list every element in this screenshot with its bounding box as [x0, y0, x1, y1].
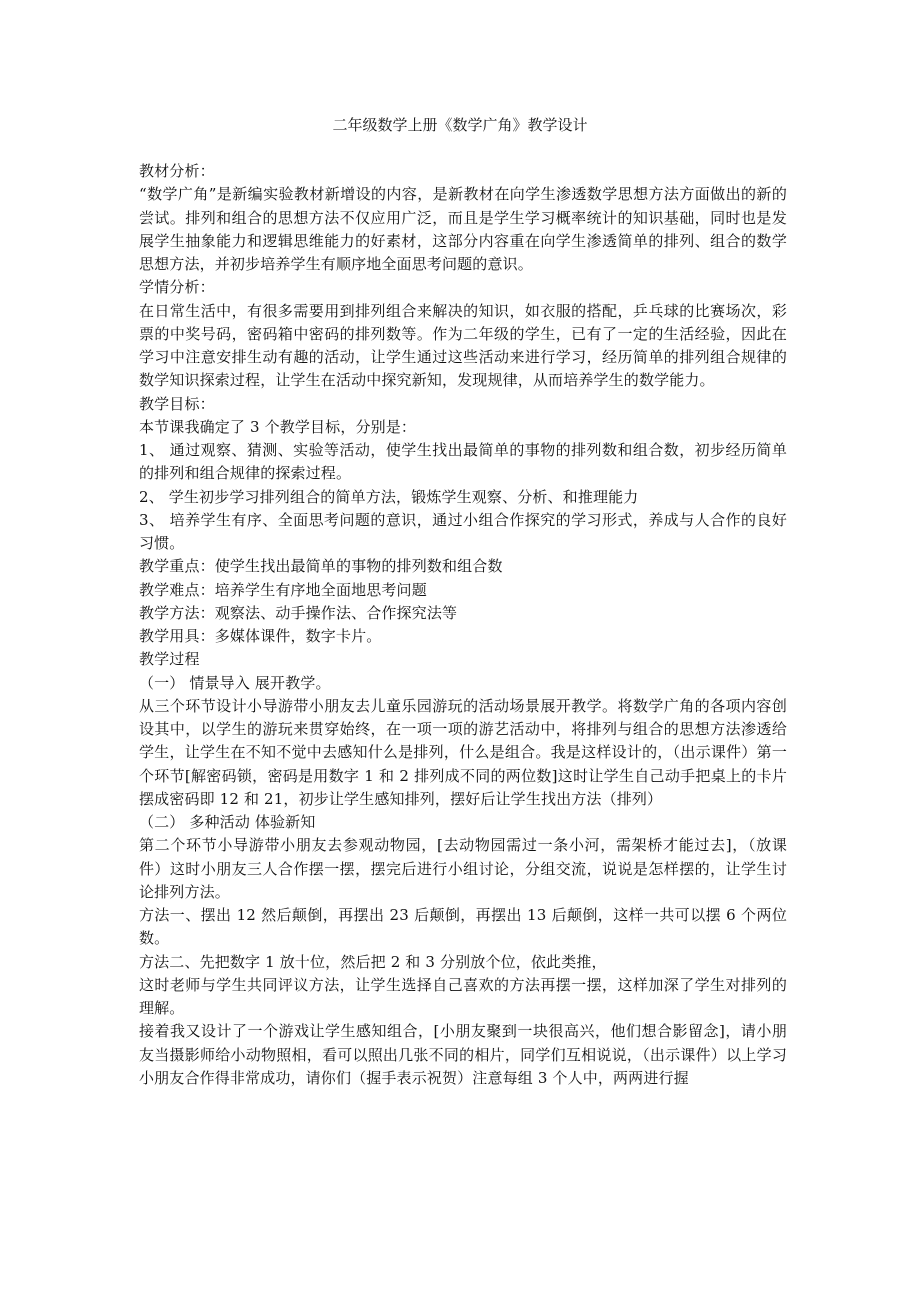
paragraph-textbook-analysis: “数学广角”是新编实验教材新增设的内容，是新教材在向学生渗透数学思想方法方面做出的新的尝试。排列和组合的思想方法不仅应用广泛，而且是学生学习概率统计的知识基础，同时也是发展学生抽象能力和逻辑思维能力的好素材，这部分内容重在向学生渗透简单的排列、组合的数学思想方法，并初步培养学生有顺序地全面思考问题的意识。: [139, 185, 787, 273]
paragraph-process-step-2: 第二个环节小导游带小朋友去参观动物园，[去动物园需过一条小河，需架桥才能过去]，（放课件）这时小朋友三人合作摆一摆，摆完后进行小组讨论，分组交流，说说是怎样摆的，让学生讨论排列方法。: [139, 836, 787, 901]
paragraph-process-step-1: 从三个环节设计小导游带小朋友去儿童乐园游玩的活动场景展开教学。将数学广角的各项内容创设其中，以学生的游玩来贯穿始终，在一项一项的游艺活动中，将排列与组合的思想方法渗透给学生，让学生在不知不觉中去感知什么是排列，什么是组合。我是这样设计的，（出示课件）第一个环节[解密码锁，密码是用数字 1 和 2 排列成不同的两位数]这时让学生自己动手把桌上的卡片摆成密码即 12 和 21，初步让学生感知排列，摆好后让学生找出方法（排列）: [139, 696, 787, 808]
goal-item-3: 3、 培养学生有序、全面思考问题的意识，通过小组合作探究的学习形式，养成与人合作的良好习惯。: [139, 510, 787, 552]
section-heading-teaching-goals: 教学目标：: [139, 394, 215, 413]
paragraph-combination-game: 接着我又设计了一个游戏让学生感知组合，[小朋友聚到一块很高兴，他们想合影留念]，请小朋友当摄影师给小动物照相，看可以照出几张不同的相片，同学们互相说说，（出示课件）以上学习小朋友合作得非常成功，请你们（握手表示祝贺）注意每组 3 个人中，两两进行握: [139, 1022, 787, 1087]
section-heading-teaching-process: 教学过程: [139, 650, 200, 669]
section-heading-textbook-analysis: 教材分析：: [139, 162, 215, 180]
process-step-2-heading: （二） 多种活动 体验新知: [139, 813, 316, 831]
paragraph-student-analysis: 在日常生活中，有很多需要用到排列组合来解决的知识，如衣服的搭配，乒乓球的比赛场次，彩票的中奖号码，密码箱中密码的排列数等。作为二年级的学生，已有了一定的生活经验，因此在学习中注意安排生动有趣的活动，让学生通过这些活动来进行学习，经历简单的排列组合规律的数学知识探索过程，让学生在活动中探究新知，发现规律，从而培养学生的数学能力。: [139, 301, 787, 390]
process-step-1-heading: （一） 情景导入 展开教学。: [139, 673, 331, 692]
document-title: 二年级数学上册《数学广角》教学设计: [332, 116, 588, 134]
section-heading-student-analysis: 学情分析：: [139, 278, 215, 297]
document-body: [139, 160, 787, 1090]
teaching-difficulty: 教学难点：培养学生有序地全面地思考问题: [139, 580, 427, 599]
paragraph-evaluation: 这时老师与学生共同评议方法，让学生选择自己喜欢的方法再摆一摆，这样加深了学生对排列的理解。: [139, 975, 787, 1017]
goal-item-1: 1、 通过观察、猜测、实验等活动，使学生找出最简单的事物的排列数和组合数，初步经历简单的排列和组合规律的探索过程。: [139, 441, 787, 483]
goal-item-2: 2、 学生初步学习排列组合的简单方法，锻炼学生观察、分析、和推理能力: [139, 487, 639, 506]
teaching-key-point: 教学重点：使学生找出最简单的事物的排列数和组合数: [139, 557, 503, 576]
paragraph-goals-intro: 本节课我确定了 3 个教学目标，分别是：: [139, 417, 417, 436]
paragraph-method-1: 方法一、摆出 12 然后颠倒，再摆出 23 后颠倒，再摆出 13 后颠倒，这样一共可以摆 6 个两位数。: [139, 906, 787, 948]
teaching-tools: 教学用具：多媒体课件，数字卡片。: [139, 627, 382, 645]
paragraph-method-2: 方法二、先把数字 1 放十位，然后把 2 和 3 分别放个位，依此类推，: [139, 952, 607, 971]
teaching-methods: 教学方法：观察法、动手操作法、合作探究法等: [139, 603, 458, 622]
